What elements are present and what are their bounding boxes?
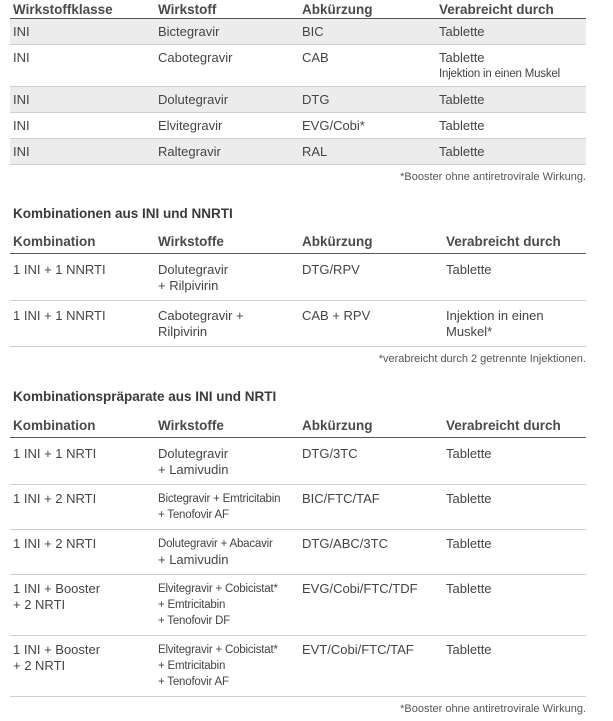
cell-line: + Tenofovir AF bbox=[158, 676, 229, 688]
cell-verabreicht bbox=[436, 45, 586, 87]
table-row bbox=[10, 87, 586, 113]
table-row bbox=[10, 19, 586, 45]
cell-kombination bbox=[10, 575, 155, 636]
cell-line: + Lamivudin bbox=[158, 552, 229, 567]
table-row bbox=[10, 113, 586, 139]
footnote-table2: *verabreicht durch 2 getrennte Injektionen. bbox=[378, 353, 586, 365]
table-row bbox=[10, 45, 586, 87]
cell-wirkstoffe bbox=[155, 301, 299, 347]
cell-wirkstoffe bbox=[155, 636, 299, 697]
section-title-ini-nrti: Kombinationspräparate aus INI und NRTI bbox=[13, 389, 277, 404]
cell-wirkstoffe bbox=[155, 485, 299, 530]
header-wirkstoff: Wirkstoff bbox=[155, 0, 299, 19]
cell-verabreicht: Tablette bbox=[443, 530, 586, 575]
cell-line: + Tenofovir DF bbox=[158, 615, 231, 627]
cell-abk: DTG/3TC bbox=[299, 438, 443, 485]
cell-line: Elvitegravir + Cobicistat* bbox=[158, 644, 278, 656]
header-abkuerzung: Abkürzung bbox=[299, 414, 443, 438]
table-ini-substances bbox=[10, 0, 586, 165]
header-kombination: Kombination bbox=[10, 230, 155, 254]
cell-verabreicht: Tablette bbox=[443, 636, 586, 697]
table-row bbox=[10, 438, 586, 485]
cell-line: Cabotegravir + bbox=[158, 308, 244, 323]
cell-abk: DTG/RPV bbox=[299, 254, 443, 301]
table-row bbox=[10, 139, 586, 165]
cell-klasse: INI bbox=[10, 45, 155, 87]
cell-klasse: INI bbox=[10, 19, 155, 45]
cell-line: + Tenofovir AF bbox=[158, 509, 229, 521]
header-verabreicht: Verabreicht durch bbox=[436, 0, 586, 19]
cell-line: + Lamivudin bbox=[158, 462, 229, 477]
cell-klasse: INI bbox=[10, 139, 155, 165]
cell-kombination: 1 INI + 1 NRTI bbox=[10, 438, 155, 485]
cell-line: Dolutegravir + Abacavir bbox=[158, 538, 273, 550]
cell-line: 1 INI + Booster bbox=[13, 642, 101, 657]
cell-abk: EVT/Cobi/FTC/TAF bbox=[299, 636, 443, 697]
cell-line: + 2 NRTI bbox=[13, 597, 66, 612]
table-header-row bbox=[10, 414, 586, 438]
cell-abk: EVG/Cobi/FTC/TDF bbox=[299, 575, 443, 636]
cell-line: Rilpivirin bbox=[158, 324, 208, 339]
cell-kombination: 1 INI + 2 NRTI bbox=[10, 485, 155, 530]
header-wirkstoffe: Wirkstoffe bbox=[155, 230, 299, 254]
cell-line: Injektion in einen Muskel bbox=[439, 68, 560, 80]
cell-line: Bictegravir + Emtricitabin bbox=[158, 493, 281, 505]
cell-verabreicht: Tablette bbox=[436, 87, 586, 113]
cell-wirkstoffe bbox=[155, 254, 299, 301]
footnote-table3: *Booster ohne antiretrovirale Wirkung. bbox=[400, 703, 586, 715]
cell-wirkstoff: Raltegravir bbox=[155, 139, 299, 165]
table-ini-nnrti bbox=[10, 230, 586, 347]
table-row bbox=[10, 530, 586, 575]
cell-verabreicht: Tablette bbox=[443, 254, 586, 301]
cell-abk: DTG/ABC/3TC bbox=[299, 530, 443, 575]
page-content bbox=[10, 0, 586, 715]
cell-line: + 2 NRTI bbox=[13, 658, 66, 673]
cell-wirkstoff: Elvitegravir bbox=[155, 113, 299, 139]
cell-verabreicht: Tablette bbox=[443, 485, 586, 530]
cell-line: Injektion in einen bbox=[446, 308, 544, 323]
cell-klasse: INI bbox=[10, 87, 155, 113]
header-kombination: Kombination bbox=[10, 414, 155, 438]
cell-wirkstoffe bbox=[155, 530, 299, 575]
header-abkuerzung: Abkürzung bbox=[299, 230, 443, 254]
cell-kombination: 1 INI + 1 NNRTI bbox=[10, 254, 155, 301]
cell-line: Dolutegravir bbox=[158, 446, 229, 461]
cell-line: + Emtricitabin bbox=[158, 599, 226, 611]
cell-wirkstoffe bbox=[155, 438, 299, 485]
cell-abk: RAL bbox=[299, 139, 436, 165]
footnote-table1: *Booster ohne antiretrovirale Wirkung. bbox=[400, 171, 586, 183]
table-row bbox=[10, 301, 586, 347]
cell-wirkstoff: Cabotegravir bbox=[155, 45, 299, 87]
cell-kombination bbox=[10, 636, 155, 697]
table-ini-nrti bbox=[10, 414, 586, 697]
cell-wirkstoffe bbox=[155, 575, 299, 636]
header-verabreicht: Verabreicht durch bbox=[443, 230, 586, 254]
header-verabreicht: Verabreicht durch bbox=[443, 414, 586, 438]
section-title-ini-nnrti: Kombinationen aus INI und NNRTI bbox=[13, 206, 233, 221]
cell-kombination: 1 INI + 1 NNRTI bbox=[10, 301, 155, 347]
cell-line: Muskel* bbox=[446, 324, 493, 339]
cell-line: Elvitegravir + Cobicistat* bbox=[158, 583, 278, 595]
cell-line: 1 INI + Booster bbox=[13, 581, 101, 596]
table-row bbox=[10, 575, 586, 636]
cell-verabreicht: Tablette bbox=[436, 19, 586, 45]
cell-line: Tablette bbox=[439, 50, 485, 65]
cell-abk: EVG/Cobi* bbox=[299, 113, 436, 139]
cell-kombination: 1 INI + 2 NRTI bbox=[10, 530, 155, 575]
header-wirkstoffe: Wirkstoffe bbox=[155, 414, 299, 438]
header-abkuerzung: Abkürzung bbox=[299, 0, 436, 19]
table-header-row bbox=[10, 230, 586, 254]
cell-verabreicht: Tablette bbox=[436, 139, 586, 165]
cell-abk: BIC/FTC/TAF bbox=[299, 485, 443, 530]
cell-verabreicht: Tablette bbox=[443, 438, 586, 485]
cell-line: + Emtricitabin bbox=[158, 660, 226, 672]
cell-klasse: INI bbox=[10, 113, 155, 139]
table-row bbox=[10, 485, 586, 530]
table-row bbox=[10, 636, 586, 697]
cell-abk: BIC bbox=[299, 19, 436, 45]
header-wirkstoffklasse: Wirkstoffklasse bbox=[10, 0, 155, 19]
table-row bbox=[10, 254, 586, 301]
cell-verabreicht: Tablette bbox=[436, 113, 586, 139]
cell-abk: CAB + RPV bbox=[299, 301, 443, 347]
cell-line: Dolutegravir bbox=[158, 262, 229, 277]
cell-line: + Rilpivirin bbox=[158, 278, 219, 293]
cell-abk: CAB bbox=[299, 45, 436, 87]
cell-verabreicht: Tablette bbox=[443, 575, 586, 636]
cell-wirkstoff: Bictegravir bbox=[155, 19, 299, 45]
table-header-row bbox=[10, 0, 586, 19]
cell-verabreicht bbox=[443, 301, 586, 347]
cell-wirkstoff: Dolutegravir bbox=[155, 87, 299, 113]
cell-abk: DTG bbox=[299, 87, 436, 113]
